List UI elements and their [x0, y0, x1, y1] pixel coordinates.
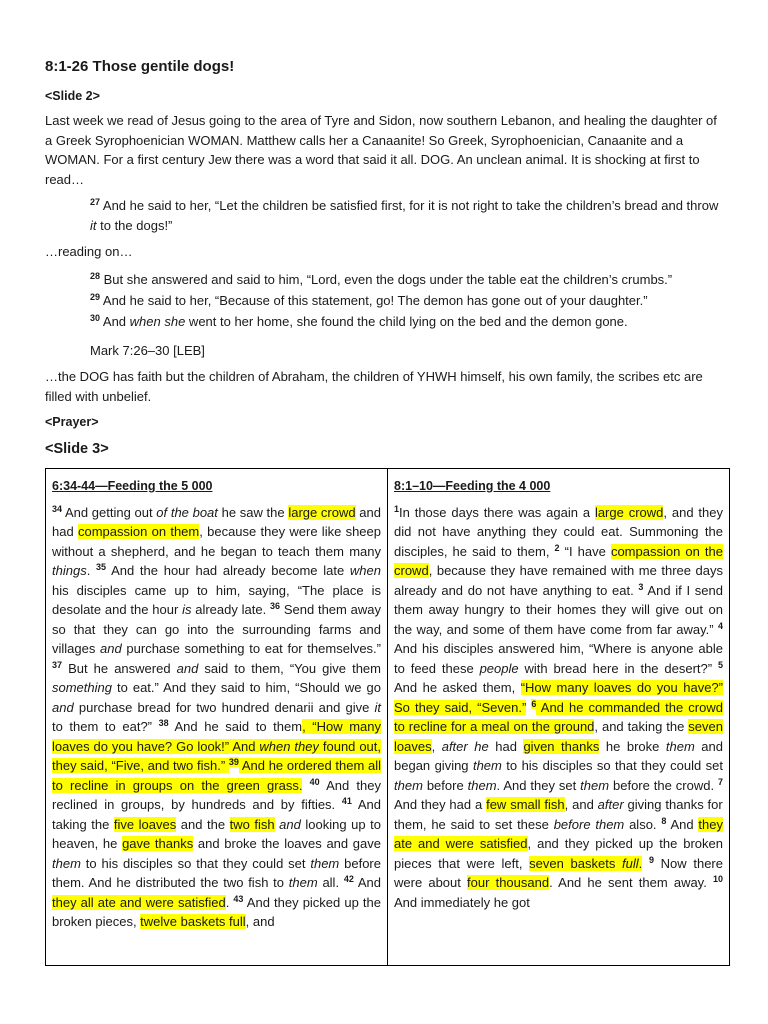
- body-text: before the crowd.: [609, 777, 718, 793]
- comparison-table: [45, 468, 730, 966]
- italic-text: after he: [441, 738, 489, 754]
- body-text: In those days there was again a: [399, 504, 595, 520]
- column-body: [52, 503, 381, 932]
- verse-number: 7: [718, 776, 724, 787]
- verse-number: 34: [52, 503, 63, 514]
- highlighted-text: four thousand: [467, 875, 550, 890]
- body-text: his disciples came up to him, saying, “The place is desolate and the hour: [52, 582, 381, 617]
- body-text: had: [488, 738, 524, 754]
- body-text: “I have: [559, 543, 611, 559]
- italic-text: people: [479, 660, 519, 676]
- verse-number: 38: [158, 718, 169, 728]
- verse-text: to the dogs!”: [96, 217, 173, 233]
- highlighted-text: seven baskets: [529, 855, 623, 871]
- body-text: , and: [245, 914, 275, 929]
- page-heading: 8:1-26 Those gentile dogs!: [45, 58, 235, 75]
- body-text: he saw the: [217, 504, 289, 520]
- scripture-reference: Mark 7:26–30 [LEB]: [90, 343, 205, 358]
- body-text: [302, 778, 309, 793]
- body-text: , because they were like sheep without a shepherd, and he began to teach them many: [52, 524, 382, 559]
- italic-text: before them: [553, 816, 625, 832]
- italic-text: things: [52, 563, 87, 578]
- highlighted-text: , “How many loaves do you have? Go look!” And: [52, 719, 382, 754]
- highlighted-text: found out, they said, “Five, and two fish.”: [52, 738, 381, 773]
- body-text: looking up to heaven, he: [52, 816, 381, 851]
- verse-number: 9: [648, 854, 654, 865]
- reading-on: …reading on…: [45, 244, 133, 259]
- body-text: And: [666, 816, 699, 832]
- body-text: giving thanks for them, he said to set these: [394, 797, 723, 832]
- body-text: to his disciples so that they could set: [501, 758, 723, 773]
- feeding-4000-column: [388, 469, 730, 966]
- body-text: And he said to them: [168, 719, 303, 734]
- body-text: before: [422, 777, 468, 793]
- verse-28: [90, 270, 720, 290]
- slide-2-marker: <Slide 2>: [45, 89, 100, 103]
- body-text: And they had a: [394, 797, 487, 812]
- body-text: ,: [431, 738, 442, 754]
- verse-number: 2: [554, 542, 560, 553]
- column-header: 6:34-44—Feeding the 5 000: [52, 479, 213, 493]
- intro-paragraph: Last week we read of Jesus going to the area of Tyre and Sidon, now southern Lebanon, and healing the daughter of a Greek Syrophoenician WOMAN. Matthew calls her a Canaanite! So Greek, Syrophoenician, Canaanite and a WOMAN. For a first century Jew there was a word that said it all. DOG. An unclean animal. It is shocking at first to read…: [45, 113, 717, 187]
- verse-number: 3: [638, 581, 644, 592]
- body-text: purchase something to eat for themselves.”: [121, 641, 381, 656]
- italic-text: of the boat: [156, 504, 218, 520]
- verse-number: 30: [90, 313, 101, 323]
- body-text: to eat.” And they said to him, “Should we go: [111, 680, 381, 695]
- verse-text: And he said to her, “Let the children be satisfied first, for it is not right to take the children’s bread and throw: [100, 198, 719, 213]
- highlighted-text: And he ordered them all to recline in groups on the green grass.: [52, 758, 381, 793]
- highlighted-text: five loaves: [113, 816, 177, 832]
- body-text: , and taking the: [594, 719, 689, 734]
- verse-number: 28: [90, 271, 101, 281]
- verse-number: 29: [90, 292, 101, 302]
- highlighted-text: seven loaves: [394, 719, 723, 754]
- highlighted-text: .: [638, 855, 643, 871]
- highlighted-text: compassion on the crowd: [394, 543, 723, 578]
- body-text: And the hour had already become late: [106, 563, 350, 578]
- italic-text: them: [580, 777, 610, 793]
- italic-text: and: [279, 816, 301, 832]
- body-text: And his disciples answered him, “Where is anyone able to feed these: [394, 641, 723, 676]
- highlighted-text: large crowd: [594, 504, 664, 520]
- italic-text: when they: [259, 738, 319, 754]
- italic-text: them: [52, 855, 81, 871]
- verse-number: 1: [394, 503, 400, 514]
- body-text: And taking the: [52, 797, 381, 832]
- italic-text: it: [374, 699, 381, 715]
- verse-text: went to her home, she found the child lying on the bed and the demon gone.: [185, 314, 628, 329]
- italic-text: and: [52, 699, 74, 715]
- highlighted-text: large crowd: [288, 504, 356, 520]
- body-text: to his disciples so that they could set: [80, 855, 311, 871]
- verse-number: 40: [309, 776, 320, 787]
- italic-text: them: [467, 777, 497, 793]
- verse-30: [90, 312, 720, 332]
- body-text: . And he sent them away.: [549, 875, 713, 890]
- highlighted-text: And he commanded the crowd to recline for a meal on the ground: [394, 699, 723, 734]
- body-text: and began giving: [394, 738, 724, 773]
- verse-italic: it: [90, 217, 97, 233]
- column-header: 8:1–10—Feeding the 4 000: [394, 479, 551, 493]
- body-text: purchase bread for two hundred denarii and give: [73, 699, 375, 715]
- body-text: , and: [564, 797, 598, 812]
- body-text: And if I send them away hungry to their homes they will give out on the way, and some of them have come from far away.”: [394, 582, 723, 637]
- verse-number: 35: [96, 562, 107, 572]
- italic-text: full: [622, 855, 639, 871]
- verse-number: 27: [90, 197, 101, 207]
- italic-text: after: [597, 797, 624, 812]
- verse-number: 42: [343, 874, 354, 884]
- body-text: and broke the loaves and gave: [193, 836, 381, 851]
- body-text: said to them, “You give them: [198, 660, 381, 676]
- highlighted-text: gave thanks: [122, 836, 194, 851]
- body-text: already late.: [191, 602, 271, 617]
- italic-text: them: [665, 738, 695, 754]
- italic-text: when: [349, 563, 381, 578]
- highlighted-text: they all ate and were satisfied: [52, 894, 226, 910]
- verse-number: 41: [341, 796, 352, 806]
- highlighted-text: “How many loaves do you have?” So they said, “Seven.”: [394, 680, 723, 715]
- verse-italic: when she: [129, 314, 186, 329]
- body-text: [642, 856, 649, 871]
- body-text: with bread here in the desert?”: [518, 660, 718, 676]
- body-text: and had: [52, 504, 381, 539]
- body-text: And he asked them,: [394, 680, 521, 695]
- highlighted-text: twelve baskets full: [140, 914, 246, 929]
- verse-number: 5: [717, 659, 723, 670]
- italic-text: them: [288, 875, 318, 890]
- body-text: And: [353, 875, 382, 890]
- italic-text: them: [472, 758, 502, 773]
- italic-text: something: [52, 680, 112, 695]
- italic-text: and: [100, 641, 122, 656]
- highlighted-text: given thanks: [523, 738, 600, 754]
- body-text: he broke: [599, 738, 666, 754]
- conclusion-paragraph: …the DOG has faith but the children of Abraham, the children of YHWH himself, his own family, the scribes etc are filled with unbelief.: [45, 369, 703, 404]
- italic-text: is: [182, 602, 192, 617]
- body-text: all.: [317, 875, 344, 890]
- body-text: Send them away so that they can go into the surrounding farms and villages: [52, 602, 381, 656]
- body-text: . And they set: [496, 777, 581, 793]
- feeding-5000-column: [46, 469, 388, 966]
- body-text: And they picked up the broken pieces,: [52, 894, 381, 929]
- verse-text: And he said to her, “Because of this statement, go! The demon has gone out of your daughter.”: [100, 293, 648, 308]
- verse-number: 6: [531, 698, 537, 709]
- body-text: But he answered: [62, 660, 177, 676]
- body-text: and the: [176, 816, 230, 832]
- column-body: [394, 503, 723, 913]
- highlighted-text: they ate and were satisfied: [394, 816, 723, 851]
- verse-number: 43: [233, 893, 244, 904]
- slide-3-marker: <Slide 3>: [45, 441, 109, 457]
- body-text: to them to eat?”: [52, 719, 159, 734]
- verse-text: And: [100, 314, 130, 329]
- body-text: also.: [624, 816, 662, 832]
- verse-number: 37: [52, 659, 63, 670]
- italic-text: them: [394, 777, 423, 793]
- highlighted-text: compassion on them: [77, 524, 200, 539]
- verse-number: 39: [228, 757, 239, 767]
- verse-number: 10: [713, 874, 724, 884]
- body-text: before them. And he distributed the two fish to: [52, 855, 381, 890]
- verse-29: [90, 291, 720, 311]
- verse-27: [90, 196, 720, 235]
- italic-text: them: [310, 855, 340, 871]
- body-text: And getting out: [62, 504, 157, 520]
- body-text: Now there were about: [394, 855, 723, 890]
- verse-number: 4: [717, 620, 723, 631]
- body-text: , and they did not have anything they could eat. Summoning the disciples, he said to them,: [394, 504, 723, 559]
- verse-number: 8: [661, 815, 667, 826]
- verse-text: But she answered and said to him, “Lord, even the dogs under the table eat the children’s crumbs.”: [100, 272, 673, 287]
- highlighted-text: few small fish: [486, 797, 565, 812]
- body-text: And immediately he got: [394, 894, 530, 910]
- body-text: .: [86, 563, 97, 578]
- verse-number: 36: [270, 601, 281, 611]
- highlighted-text: two fish: [229, 816, 275, 832]
- body-text: , because they have remained with me three days already and do not have anything to eat.: [394, 563, 723, 598]
- body-text: And they reclined in groups, by hundreds and by fifties.: [52, 777, 381, 812]
- body-text: .: [225, 894, 234, 910]
- body-text: , and they picked up the broken pieces that were left,: [394, 836, 724, 871]
- italic-text: and: [176, 660, 199, 676]
- prayer-marker: <Prayer>: [45, 415, 99, 429]
